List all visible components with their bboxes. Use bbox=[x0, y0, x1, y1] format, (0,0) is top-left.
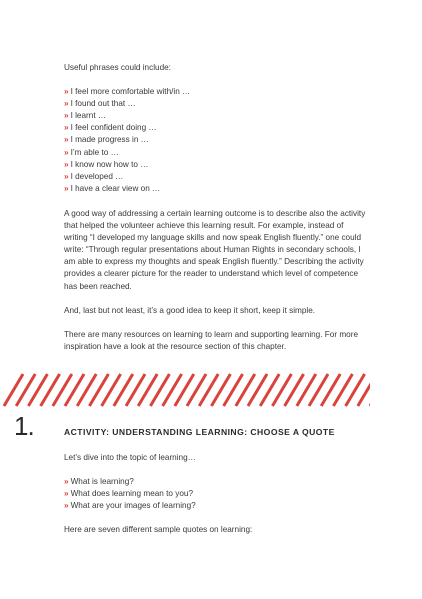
list-item: » I developed … bbox=[64, 171, 124, 181]
arrow-bullet-icon: » bbox=[64, 183, 69, 193]
arrow-bullet-icon: » bbox=[64, 171, 69, 181]
activity-number: 1. bbox=[14, 411, 34, 441]
phrases-section bbox=[64, 62, 364, 195]
arrow-bullet-icon: » bbox=[64, 501, 69, 511]
arrow-bullet-icon: » bbox=[64, 147, 69, 157]
paragraph: A good way of addressing a certain learning outcome is to describe also the activity that helped the volunteer achieve this learning result. For example, instead of writing “I developed my language skills and now speak English fluently.” one could write: “Through regular presentations about Human Rights in secondary schools, I am able to express my thoughts and speak English fluently.” Describing the activity provides a clearer picture for the reader to understand which level of competence has been reached. bbox=[64, 209, 366, 291]
arrow-bullet-icon: » bbox=[64, 489, 69, 499]
list-item: » What are your images of learning? bbox=[64, 501, 196, 511]
list-item: » I know now how to … bbox=[64, 159, 149, 169]
arrow-bullet-icon: » bbox=[64, 111, 69, 121]
list-item: » What does learning mean to you? bbox=[64, 489, 193, 499]
list-item: » I feel more comfortable with/in … bbox=[64, 87, 191, 97]
paragraph: And, last but not least, it’s a good idea to keep it short, keep it simple. bbox=[64, 305, 316, 315]
arrow-bullet-icon: » bbox=[64, 123, 69, 133]
activity-body bbox=[64, 452, 364, 536]
activity-intro: Let’s dive into the topic of learning… bbox=[64, 453, 196, 462]
activity-title: ACTIVITY: UNDERSTANDING LEARNING: CHOOSE A QUOTE bbox=[64, 427, 335, 437]
arrow-bullet-icon: » bbox=[64, 99, 69, 109]
list-item: » I made progress in … bbox=[64, 135, 149, 145]
body-text bbox=[64, 208, 369, 353]
arrow-bullet-icon: » bbox=[64, 87, 69, 97]
list-item: » What is learning? bbox=[64, 477, 134, 487]
activity-outro: Here are seven different sample quotes on learning: bbox=[64, 525, 253, 535]
list-item: » I have a clear view on … bbox=[64, 183, 161, 193]
diagonal-stripes-divider bbox=[0, 373, 370, 407]
arrow-bullet-icon: » bbox=[64, 135, 69, 145]
list-item: » I feel confident doing … bbox=[64, 123, 157, 133]
list-item: » I found out that … bbox=[64, 99, 136, 109]
paragraph: There are many resources on learning to learn and supporting learning. For more inspiration have a look at the resource section of this chapter. bbox=[64, 329, 358, 351]
questions-list bbox=[64, 476, 364, 512]
stripe bbox=[358, 374, 370, 406]
phrases-heading: Useful phrases could include: bbox=[64, 63, 171, 72]
arrow-bullet-icon: » bbox=[64, 159, 69, 169]
arrow-bullet-icon: » bbox=[64, 477, 69, 487]
phrases-list bbox=[64, 86, 364, 195]
list-item: » I’m able to … bbox=[64, 147, 119, 157]
list-item: » I learnt … bbox=[64, 111, 107, 121]
